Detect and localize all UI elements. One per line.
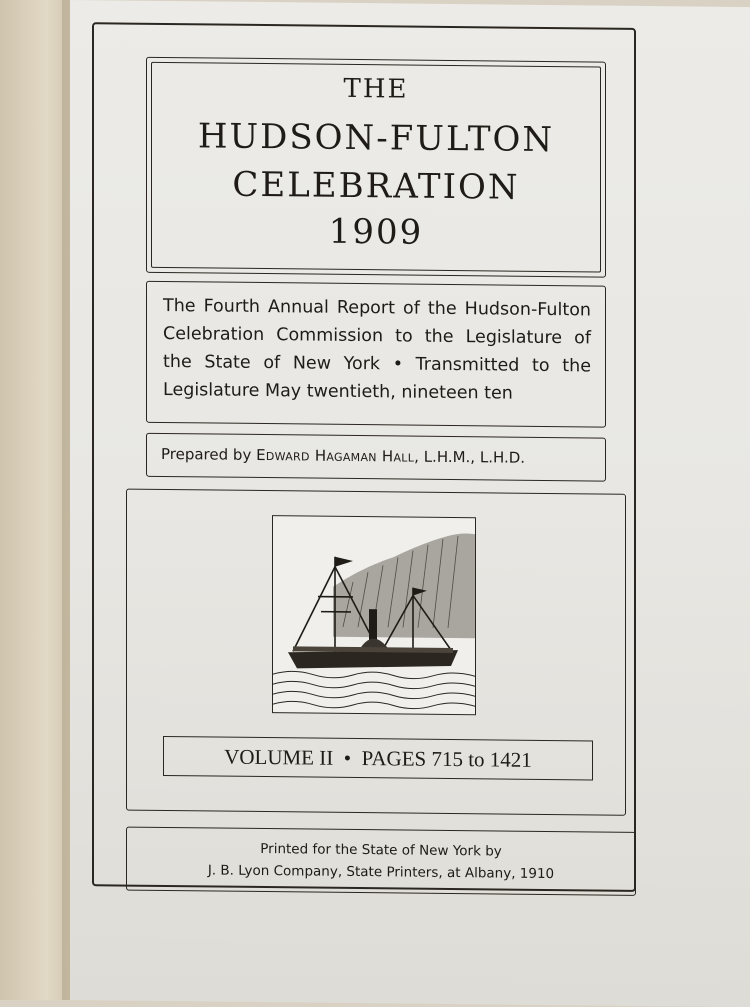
title-box bbox=[146, 57, 606, 278]
steamboat-illustration bbox=[272, 515, 476, 715]
title-line-hudson-fulton: HUDSON-FULTON bbox=[147, 116, 605, 161]
outer-frame bbox=[92, 22, 636, 892]
volume-label: VOLUME II bbox=[224, 745, 333, 770]
prepared-by-line bbox=[161, 445, 593, 468]
title-page bbox=[70, 0, 750, 1007]
prepared-prefix: Prepared by bbox=[161, 445, 256, 464]
title-line-year: 1909 bbox=[147, 210, 605, 255]
printed-line-2: J. B. Lyon Company, State Printers, at Albany, 1910 bbox=[127, 862, 635, 883]
volume-box bbox=[163, 736, 593, 781]
volume-separator: • bbox=[344, 746, 351, 770]
prepared-by-box bbox=[146, 433, 606, 482]
volume-line bbox=[164, 744, 592, 773]
report-box bbox=[146, 281, 606, 428]
author-degrees: , L.H.M., L.H.D. bbox=[414, 448, 525, 467]
illustration-box bbox=[126, 489, 626, 816]
printed-line-1: Printed for the State of New York by bbox=[127, 840, 635, 861]
title-line-celebration: CELEBRATION bbox=[147, 164, 605, 209]
author-name: Edward Hagaman Hall bbox=[256, 446, 414, 466]
report-description: The Fourth Annual Report of the Hudson-Fulton Celebration Commission to the Legislature of the State of New York • Transmitted to the Legislature May twentieth, nineteen ten bbox=[163, 292, 591, 408]
volume-pages: PAGES 715 to 1421 bbox=[362, 746, 532, 772]
printer-box bbox=[126, 827, 636, 896]
title-line-the: THE bbox=[147, 72, 605, 107]
clermont-steamboat-engraving bbox=[273, 516, 475, 714]
